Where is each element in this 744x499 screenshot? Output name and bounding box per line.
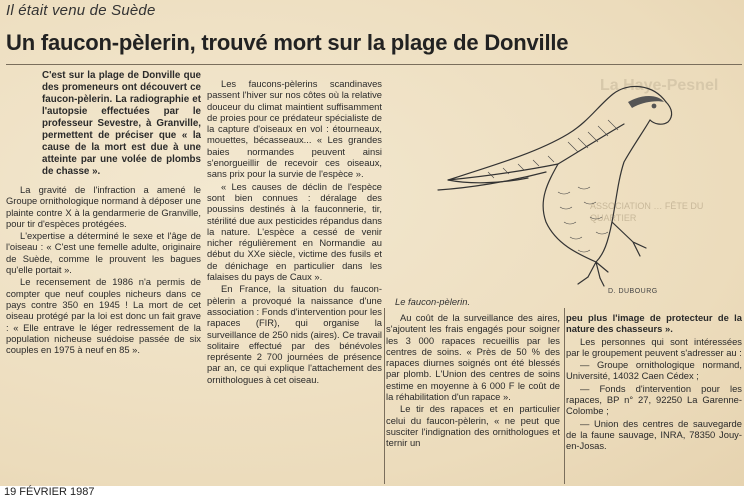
paragraph: Au coût de la surveillance des aires, s'ajoutent les frais engagés pour soigner les 3 000 rapaces recueillis par les centres de soins. « Près de 50 % des rapaces diurnes soignés ont été blessés par plomb. L'Union des centres de soins estime en moyenne à 6 000 F le coût de la réhabilitation d'un rapace ». [386,312,560,403]
paragraph: En France, la situation du faucon-pèlerin a provoqué la naissance d'une association : Fonds d'intervention pour les rapaces (FIR), qui organise la surveillance de 250 nids (aires). Ce travail solitaire effectué par des bénévoles représente 2 700 journées de présence par an, ce qui explique l'attachement des ornithologues à cet oiseau. [207,283,382,385]
paragraph: Le recensement de 1986 n'a permis de compter que neuf couples nicheurs dans ce pays contre 350 en 1945 ! La mort de cet oiseau protégé par la loi est donc un fait grave : « Elle entrave le léger redressement de la population nicheuse suédoise passée de six couples en 1975 à neuf en 85 ». [6,276,201,356]
column-rule [384,308,385,484]
paragraph: — Fonds d'intervention pour les rapaces, BP n° 27, 92250 La Garenne-Colombe ; [566,382,742,417]
paragraph: L'expertise a déterminé le sexe et l'âge de l'oiseau : « C'est une femelle adulte, originaire de Suède, comme le prouvent les bagues qu'elle portait ». [6,230,201,276]
article-column-3 [386,312,560,450]
bleed-through-text: ASSOCIATION … FÊTE DU QUARTIER [590,201,704,223]
article-lead: C'est sur la plage de Donville que des promeneurs ont découvert ce faucon-pèlerin. La radiographie et l'autopsie effectuées par le professeur Sevestre, à Granville, permettent de préciser que « la cause de la mort est due à une atteinte par une volée de plombs de chasse ». [42,70,201,177]
paragraph: Le tir des rapaces et en particulier celui du faucon-pèlerin, « ne peut que susciter l'indignation des ornithologues et ternir un [386,403,560,449]
article-column-4 [566,312,742,453]
paragraph: — Union des centres de sauvegarde de la faune sauvage, INRA, 78350 Jouy-en-Josas. [566,417,742,452]
article-column-1 [6,70,201,356]
article-column-2 [207,78,382,386]
publication-date: 19 FÉVRIER 1987 [4,486,95,498]
illustrator-signature: D. DUBOURG [608,288,658,295]
image-caption: Le faucon-pèlerin. [395,296,471,307]
paragraph: peu plus l'image de protecteur de la nature des chasseurs ». [566,312,742,335]
paragraph: « Les causes de déclin de l'espèce sont bien connues : déralage des poussins destinés à la fauconnerie, tir, stérilité due aux pesticides répandus dans la nature. L'espèce a cessé de venir nicher régulièrement en Normandie au début du XXe siècle, victime des fusils et de dénichage en particulier dans les falaises du pays de Caux ». [207,180,382,283]
paragraph: La gravité de l'infraction a amené le Groupe ornithologique normand à déposer une plainte contre X à la gendarmerie de Granville, pour tir d'espèces protégées. [6,184,201,229]
paragraph: Les faucons-pèlerins scandinaves passent l'hiver sur nos côtes où la relative douceur du climat maintient suffisamment de proies pour ce prédateur spécialiste de la capture d'oiseaux en vol : étourneaux, mouettes, bécasseaux... « Les grandes baies normandes peuvent ainsi s'enorgueillir de recevoir ces oiseaux, sans prix pour la survie de l'espèce ». [207,78,382,180]
headline-rule [6,64,742,65]
article-kicker: Il était venu de Suède [6,2,156,19]
bleed-through-title: La Haye-Pesnel [600,77,719,94]
article-headline: Un faucon-pèlerin, trouvé mort sur la plage de Donville [6,30,569,55]
falcon-illustration [428,72,678,292]
paragraph: — Groupe ornithologique normand, Université, 14032 Caen Cédex ; [566,359,742,382]
column-rule [564,308,565,484]
paragraph: Les personnes qui sont intéressées par le groupement peuvent s'adresser au : [566,335,742,358]
